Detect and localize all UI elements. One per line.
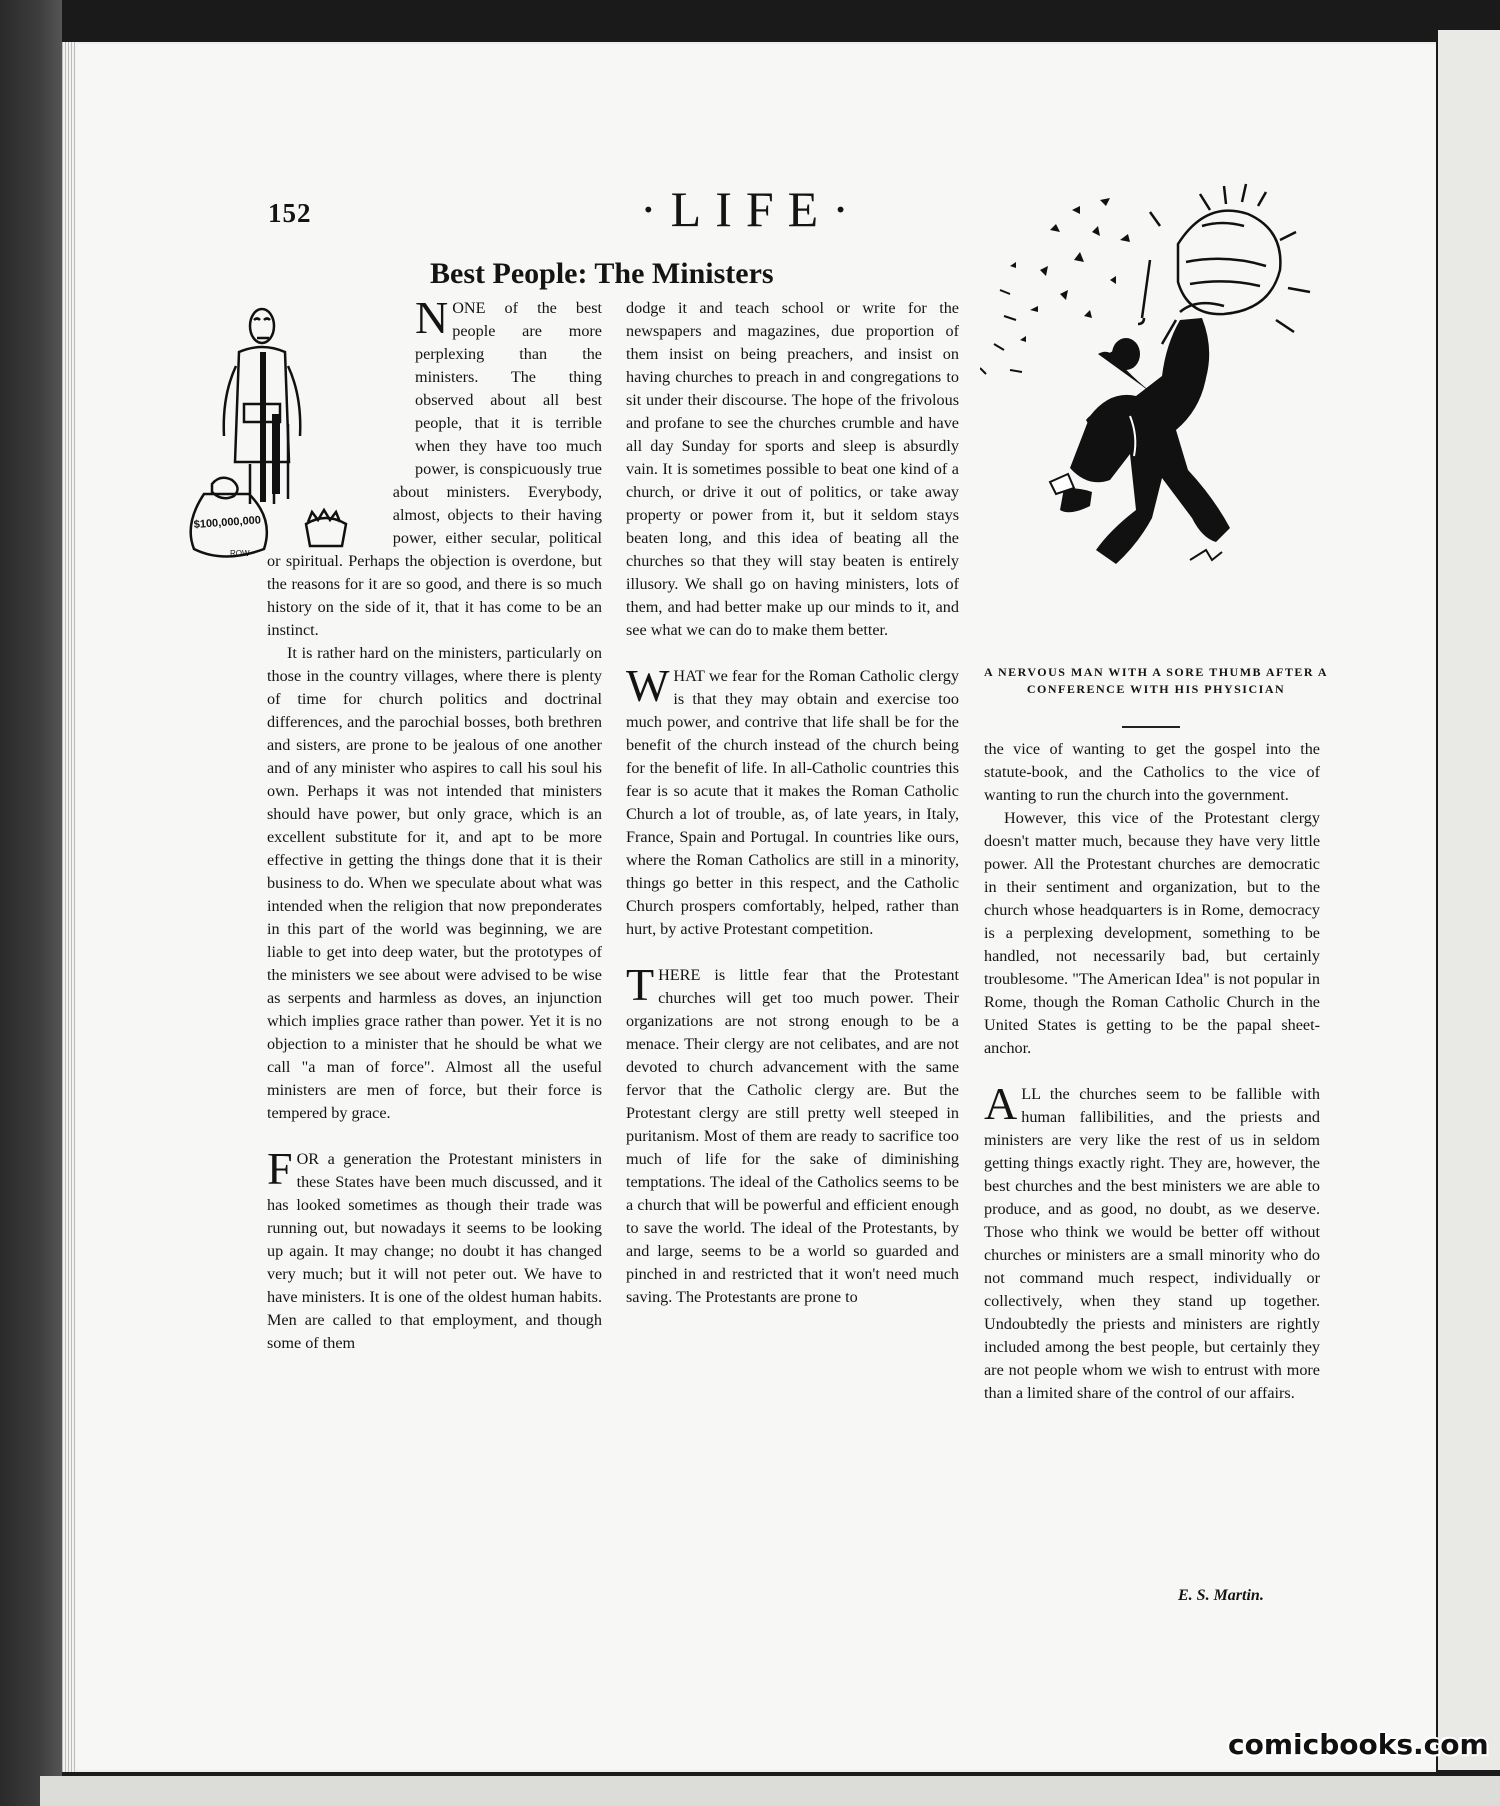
page-below-edge	[40, 1776, 1500, 1806]
article-title: Best People: The Ministers	[430, 257, 774, 290]
drop-cap: A	[984, 1078, 1018, 1129]
caption-rule	[1122, 726, 1180, 728]
drop-cap: T	[626, 959, 655, 1010]
author-signature: E. S. Martin.	[1178, 1587, 1264, 1604]
svg-text:ROW: ROW	[230, 549, 250, 558]
book-spine-shadow	[0, 0, 62, 1806]
paragraph-4: dodge it and teach school or write for the newspapers and magazines, due proportion of them insist on being preachers, and insist on having churches to preach in and congregations to sit under their discourse. The hope of the frivolous and profane to see the churches crumble and have all day Sunday for sports and sleep is absurdly vain. It is sometimes possible to beat one kind of a church, or drive it out of politics, or take away property or power from it, but it seldom stays beaten long, and this idea of beating all the churches so that they will stay beaten is entirely illusory. We shall go on having ministers, lots of them, and had better make up our minds to it, and see what we can do to make them better.	[626, 299, 959, 639]
paragraph-3	[267, 1143, 602, 1355]
paragraph-text: ONE of the best people are more perplexing than the ministers. The thing observed about all best people, that it is terrible when they have too much power, is conspicuously true about ministers. Everybody, almost, objects to their having power, either secular, political or spiritual. Perhaps the objection is overdone, but the reasons for it are so good, and there is so much history on the side of it, that it has come to be an instinct.	[267, 299, 602, 639]
next-page-edge	[1438, 30, 1500, 1770]
paragraph-7: the vice of wanting to get the gospel into the statute-book, and the Catholics to the vice of wanting to run the church into the government.	[984, 740, 1320, 804]
nervous-man-illustration-icon	[980, 170, 1400, 650]
paragraph-9	[984, 1078, 1320, 1405]
article-column-1	[267, 292, 602, 1355]
article-column-3	[984, 738, 1320, 1405]
paragraph-text: HERE is little fear that the Protestant churches will get too much power. Their organizations are not strong enough to be a menace. Their clergy are not celibates, and are not devoted to church advancement with the same fervor that the Catholic clergy are. But the Protestant clergy are still pretty well steeped in puritanism. Most of them are ready to sacrifice too much of life for the sake of diminishing temptations. The ideal of the Catholics seems to be a church that will be powerful and efficient enough to save the world. The ideal of the Protestants, by and large, seems to be a world so guarded and pinched in and restricted that it won't need much saving. The Protestants are prone to	[626, 966, 959, 1306]
paragraph-6	[626, 959, 959, 1309]
magazine-title: ·LIFE·	[640, 181, 863, 237]
paragraph-8: However, this vice of the Protestant clergy doesn't matter much, because they have very little power. All the Protestant churches are democratic in their sentiment and organization, but to the church whose headquarters is in Rome, democracy is a perplexing development, something to be handled, not necessarily bad, but certainly troublesome. "The American Idea" is not popular in Rome, though the Roman Catholic Church in the United States is getting to be the papal sheet-anchor.	[984, 809, 1320, 1057]
page-number: 152	[268, 198, 312, 228]
paragraph-2: It is rather hard on the ministers, particularly on those in the country villages, where there is plenty of time for church politics and doctrinal differences, and the parochial bosses, both brethren and sisters, are prone to be jealous of one another and of any minister who aspires to call his soul his own. Perhaps it was not intended that ministers should have power, but only grace, which is an excellent substitute for it, and apt to be more effective in getting the things done that it is their business to do. When we speculate about what was intended when the religion that now preponderates in this part of the world was beginning, we are liable to get into deep water, but the prototypes of the ministers we see about were advised to be wise as serpents and harmless as doves, an injunction which implies grace rather than power. Yet it is no objection to a minister that he should be what we call "a man of force". Almost all the useful ministers are men of force, but their force is tempered by grace.	[267, 644, 602, 1122]
paragraph-text: HAT we fear for the Roman Catholic clergy is that they may obtain and exercise too much power, and contrive that life shall be for the benefit of the church instead of the church being for the benefit of life. In all-Catholic countries this fear is so acute that it makes the Roman Catholic Church a lot of trouble, as, of late years, in Italy, France, Spain and Portugal. In countries like ours, where the Roman Catholics are still in a minority, things go better in this respect, and the Catholic Church prospers comfortably, helped, rather than hurt, by active Protestant competition.	[626, 667, 959, 938]
illustration-caption: A NERVOUS MAN WITH A SORE THUMB AFTER A CONFERENCE WITH HIS PHYSICIAN	[983, 665, 1329, 696]
site-watermark: comicbooks.com	[1228, 1728, 1489, 1761]
paragraph-5	[626, 660, 959, 941]
paragraph-text: OR a generation the Protestant ministers in these States have been much discussed, and it has looked sometimes as though their trade was running out, but nowadays it seems to be looking up again. It may change; no doubt it has changed very much; but it will not peter out. We have to have ministers. It is one of the oldest human habits. Men are called to that employment, and though some of them	[267, 1150, 602, 1352]
page-stack-edge	[62, 42, 76, 1772]
article-column-2	[626, 297, 959, 1309]
paragraph-text: LL the churches seem to be fallible with human fallibilities, and the priests and ministers are very like the rest of us in seldom getting things exactly right. They are, however, the best churches and the best ministers we are able to produce, and as good, no doubt, as we deserve. Those who think we would be better off without churches or ministers are a small minority who do not command much respect, individually or collectively, when they stand up together. Undoubtedly the priests and ministers are rightly included among the best people, but certainly they are not people whom we wish to entrust with more than a limited share of the control of our affairs.	[984, 1085, 1320, 1402]
drop-cap: W	[626, 660, 670, 711]
drop-cap: F	[267, 1143, 293, 1194]
svg-text:$100,000,000: $100,000,000	[193, 514, 262, 531]
drop-cap: N	[415, 292, 449, 343]
